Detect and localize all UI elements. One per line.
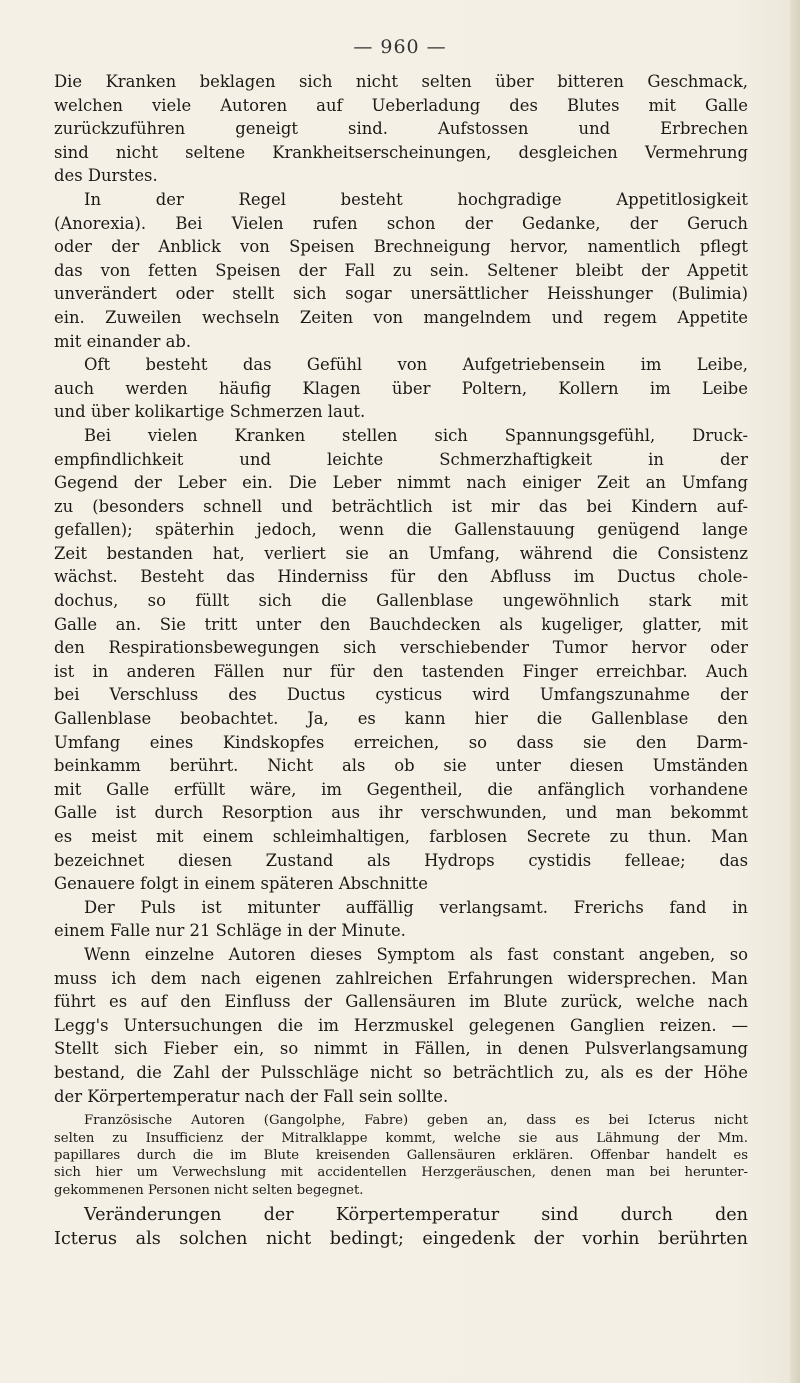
text-line: Genauere folgt in einem späteren Abschnitte — [54, 874, 428, 894]
text-line: empfindlichkeit und leichte Schmerzhaftigkeit in der — [54, 449, 748, 469]
text-line: welchen viele Autoren auf Ueberladung des Blutes mit Galle — [54, 95, 748, 115]
text-line: zurückzuführen geneigt sind. Aufstossen und Erbrechen — [54, 119, 748, 139]
text-line: unverändert oder stellt sich sogar unersättlicher Heisshunger (Bulimia) — [54, 284, 748, 304]
body-text — [54, 70, 748, 1251]
footnote-line: Französische Autoren (Gangolphe, Fabre) geben an, dass es bei Icterus nicht — [84, 1113, 748, 1129]
text-line: bezeichnet diesen Zustand als Hydrops cystidis felleae; das — [54, 850, 748, 870]
text-line: wächst. Besteht das Hinderniss für den Abfluss im Ductus chole- — [54, 567, 748, 587]
text-line: mit einander ab. — [54, 331, 192, 351]
text-line: beinkamm berührt. Nicht als ob sie unter diesen Umständen — [54, 756, 748, 776]
text-line: Oft besteht das Gefühl von Aufgetriebensein im Leibe, — [84, 355, 748, 375]
text-line: Zeit bestanden hat, verliert sie an Umfang, während die Consistenz — [54, 543, 748, 563]
text-line: Wenn einzelne Autoren dieses Symptom als fast constant angeben, so — [84, 944, 748, 964]
text-line: Legg's Untersuchungen die im Herzmuskel gelegenen Ganglien reizen. — — [54, 1015, 748, 1035]
footnote — [54, 1112, 748, 1199]
text-line: bei Verschluss des Ductus cysticus wird Umfangszunahme der — [54, 685, 748, 705]
text-line: Bei vielen Kranken stellen sich Spannungsgefühl, Druck- — [84, 425, 748, 445]
text-line: den Respirationsbewegungen sich verschiebender Tumor hervor oder — [54, 638, 748, 658]
text-line: Veränderungen der Körpertemperatur sind durch den — [84, 1205, 748, 1226]
text-line: Der Puls ist mitunter auffällig verlangsamt. Frerichs fand in — [84, 897, 748, 917]
text-line: Umfang eines Kindskopfes erreichen, so dass sie den Darm- — [54, 732, 748, 752]
text-line: gefallen); späterhin jedoch, wenn die Gallenstauung genügend lange — [54, 520, 748, 540]
closing-paragraph — [54, 1203, 748, 1251]
page-edge — [790, 0, 800, 1383]
text-line: es meist mit einem schleimhaltigen, farblosen Secrete zu thun. Man — [54, 827, 748, 846]
text-line: Gallenblase beobachtet. Ja, es kann hier die Gallenblase den — [54, 709, 748, 729]
footnote-line: papillares durch die im Blute kreisenden Gallensäuren erklären. Offenbar handelt es — [54, 1147, 748, 1163]
text-line: einem Falle nur 21 Schläge in der Minute. — [54, 921, 406, 941]
text-line: der Körpertemperatur nach der Fall sein sollte. — [54, 1086, 449, 1106]
text-line: Gegend der Leber ein. Die Leber nimmt nach einiger Zeit an Umfang — [54, 473, 748, 493]
text-line: (Anorexia). Bei Vielen rufen schon der Gedanke, der Geruch — [54, 213, 748, 233]
text-line: ein. Zuweilen wechseln Zeiten von mangelndem und regem Appetite — [54, 307, 748, 327]
main-paragraphs — [54, 70, 748, 1108]
text-line: Galle ist durch Resorption aus ihr verschwunden, und man bekommt — [54, 803, 748, 823]
text-line: ist in anderen Fällen nur für den tastenden Finger erreichbar. Auch — [54, 661, 748, 681]
text-line: Galle an. Sie tritt unter den Bauchdecken als kugeliger, glatter, mit — [54, 614, 748, 634]
text-line: des Durstes. — [54, 166, 158, 186]
text-line: In der Regel besteht hochgradige Appetitlosigkeit — [84, 189, 748, 209]
text-line: sind nicht seltene Krankheitserscheinungen, desgleichen Vermehrung — [54, 142, 748, 162]
text-line: und über kolikartige Schmerzen laut. — [54, 402, 366, 422]
text-line: auch werden häufig Klagen über Poltern, Kollern im Leibe — [54, 378, 748, 398]
text-line: Stellt sich Fieber ein, so nimmt in Fällen, in denen Pulsverlangsamung — [54, 1039, 748, 1059]
footnote-line: selten zu Insufficienz der Mitralklappe kommt, welche sie aus Lähmung der Mm. — [54, 1130, 748, 1146]
footnote-line: gekommenen Personen nicht selten begegnet. — [54, 1182, 364, 1198]
text-line: muss ich dem nach eigenen zahlreichen Erfahrungen widersprechen. Man — [54, 968, 748, 988]
text-line: das von fetten Speisen der Fall zu sein. Seltener bleibt der Appetit — [54, 260, 748, 280]
footnote-line: sich hier um Verwechslung mit accidentellen Herzgeräuschen, denen man bei herunter- — [54, 1165, 748, 1181]
text-line: Die Kranken beklagen sich nicht selten über bitteren Geschmack, — [54, 72, 748, 91]
text-line: mit Galle erfüllt wäre, im Gegentheil, die anfänglich vorhandene — [54, 779, 748, 799]
text-line: führt es auf den Einfluss der Gallensäuren im Blute zurück, welche nach — [54, 992, 748, 1012]
text-line: dochus, so füllt sich die Gallenblase ungewöhnlich stark mit — [54, 591, 748, 611]
text-line: zu (besonders schnell und beträchtlich ist mir das bei Kindern auf- — [54, 496, 748, 516]
page-number: — 960 — — [353, 36, 447, 58]
text-line: bestand, die Zahl der Pulsschläge nicht so beträchtlich zu, als es der Höhe — [54, 1062, 748, 1082]
text-line: Icterus als solchen nicht bedingt; eingedenk der vorhin berührten — [54, 1229, 748, 1250]
text-line: oder der Anblick von Speisen Brechneigung hervor, namentlich pflegt — [54, 237, 748, 257]
